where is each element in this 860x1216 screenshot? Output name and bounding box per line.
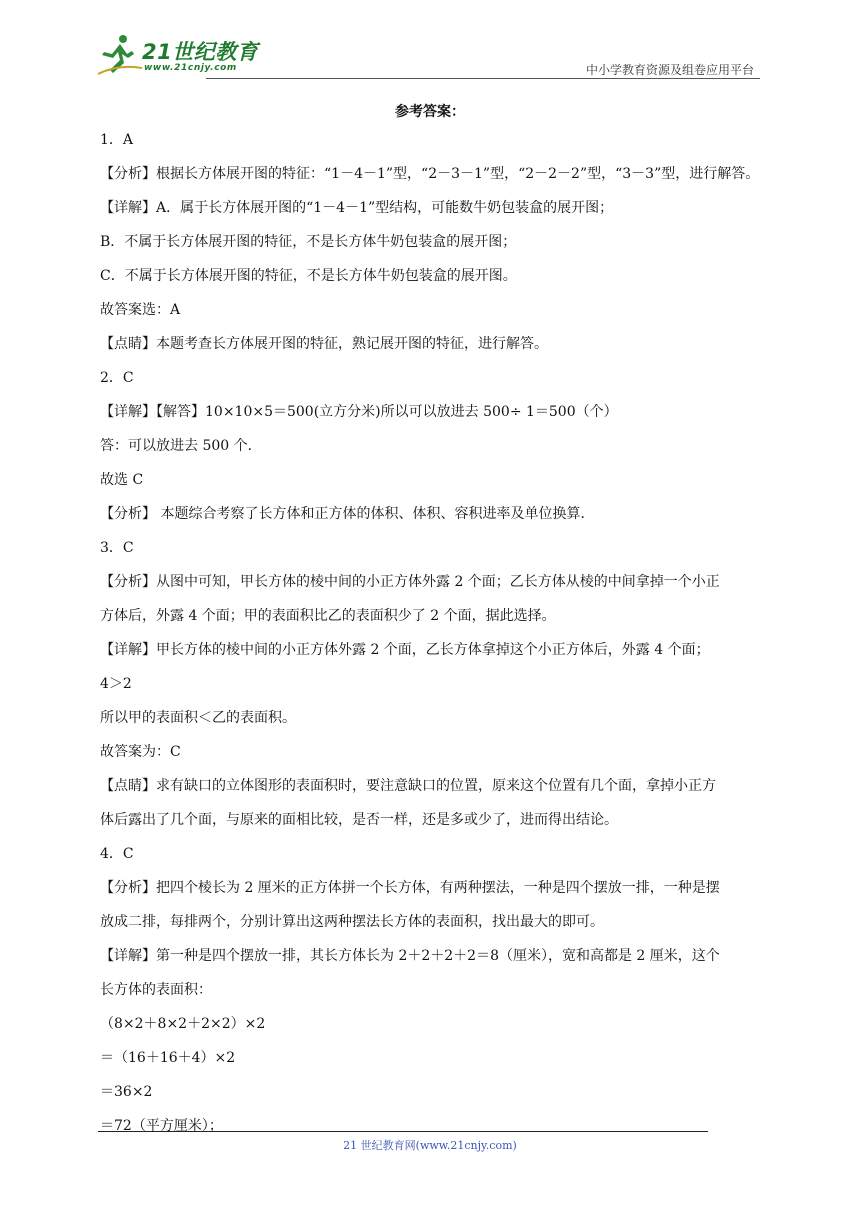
text-line: 【分析】 本题综合考察了长方体和正方体的体积、体积、容积进率及单位换算． [100,506,595,522]
text-line: 【分析】把四个棱长为 2 厘米的正方体拼一个长方体，有两种摆法，一种是四个摆放一排，一种是摆 [100,880,720,896]
text-line: 故选 C [100,472,144,488]
footer-divider [98,1131,708,1132]
text-line: 4．C [100,846,134,862]
text-line: B．不属于长方体展开图的特征，不是长方体牛奶包装盒的展开图； [100,234,517,250]
text-line: 【详解】第一种是四个摆放一排，其长方体长为 2＋2＋2＋2＝8（厘米），宽和高都是 2 厘米，这个 [100,948,720,964]
text-line: 1．A [100,132,134,148]
runner-logo-icon [96,32,144,76]
text-line: 故答案选：A [100,302,181,318]
text-line: C．不属于长方体展开图的特征，不是长方体牛奶包装盒的展开图。 [100,268,517,284]
page-header [96,30,760,80]
text-line: 故答案为：C [100,744,181,760]
text-line: 所以甲的表面积＜乙的表面积。 [100,710,296,726]
text-line: 【详解】甲长方体的棱中间的小正方体外露 2 个面，乙长方体拿掉这个小正方体后，外露 4 个面； [100,642,710,658]
platform-name: 中小学教育资源及组卷应用平台 [585,63,754,77]
text-line: 答：可以放进去 500 个． [100,438,262,454]
text-line: 方体后，外露 4 个面；甲的表面积比乙的表面积少了 2 个面，据此选择。 [100,608,556,624]
page-title: 参考答案： [395,104,465,120]
text-line: ＝（16＋16＋4）×2 [100,1050,236,1066]
text-line: 长方体的表面积： [100,982,212,998]
text-line: ＝72（平方厘米）； [100,1118,223,1134]
text-line: 【点睛】求有缺口的立体图形的表面积时，要注意缺口的位置，原来这个位置有几个面，拿掉小正方 [100,778,716,794]
text-line: 【分析】从图中可知，甲长方体的棱中间的小正方体外露 2 个面；乙长方体从棱的中间拿掉一个小正 [100,574,720,590]
text-line: ＝36×2 [100,1084,153,1100]
text-line: 3．C [100,540,134,556]
footer-link[interactable]: 21 世纪教育网(www.21cnjy.com) [343,1139,517,1152]
text-line: 体后露出了几个面，与原来的面相比较，是否一样，还是多或少了，进而得出结论。 [100,812,618,828]
text-line: （8×2＋8×2＋2×2）×2 [100,1016,266,1032]
header-divider [206,78,760,79]
logo [96,30,266,78]
text-line: 【详解】A．属于长方体展开图的“1－4－1”型结构，可能数牛奶包装盒的展开图； [100,200,614,216]
text-line: 【分析】根据长方体展开图的特征：“1－4－1”型，“2－3－1”型，“2－2－2”型，“3－3”型，进行解答。 [100,166,760,182]
text-line: 4＞2 [100,676,132,692]
text-line: 放成二排，每排两个，分别计算出这两种摆法长方体的表面积，找出最大的即可。 [100,914,604,930]
text-line: 2．C [100,370,134,386]
text-line: 【详解】【解答】10×10×5＝500(立方分米)所以可以放进去 500÷ 1＝500（个） [100,404,618,420]
logo-text: 21世纪教育 [142,40,259,64]
logo-url: www.21cnjy.com [144,63,237,73]
text-line: 【点睛】本题考查长方体展开图的特征，熟记展开图的特征，进行解答。 [100,336,548,352]
